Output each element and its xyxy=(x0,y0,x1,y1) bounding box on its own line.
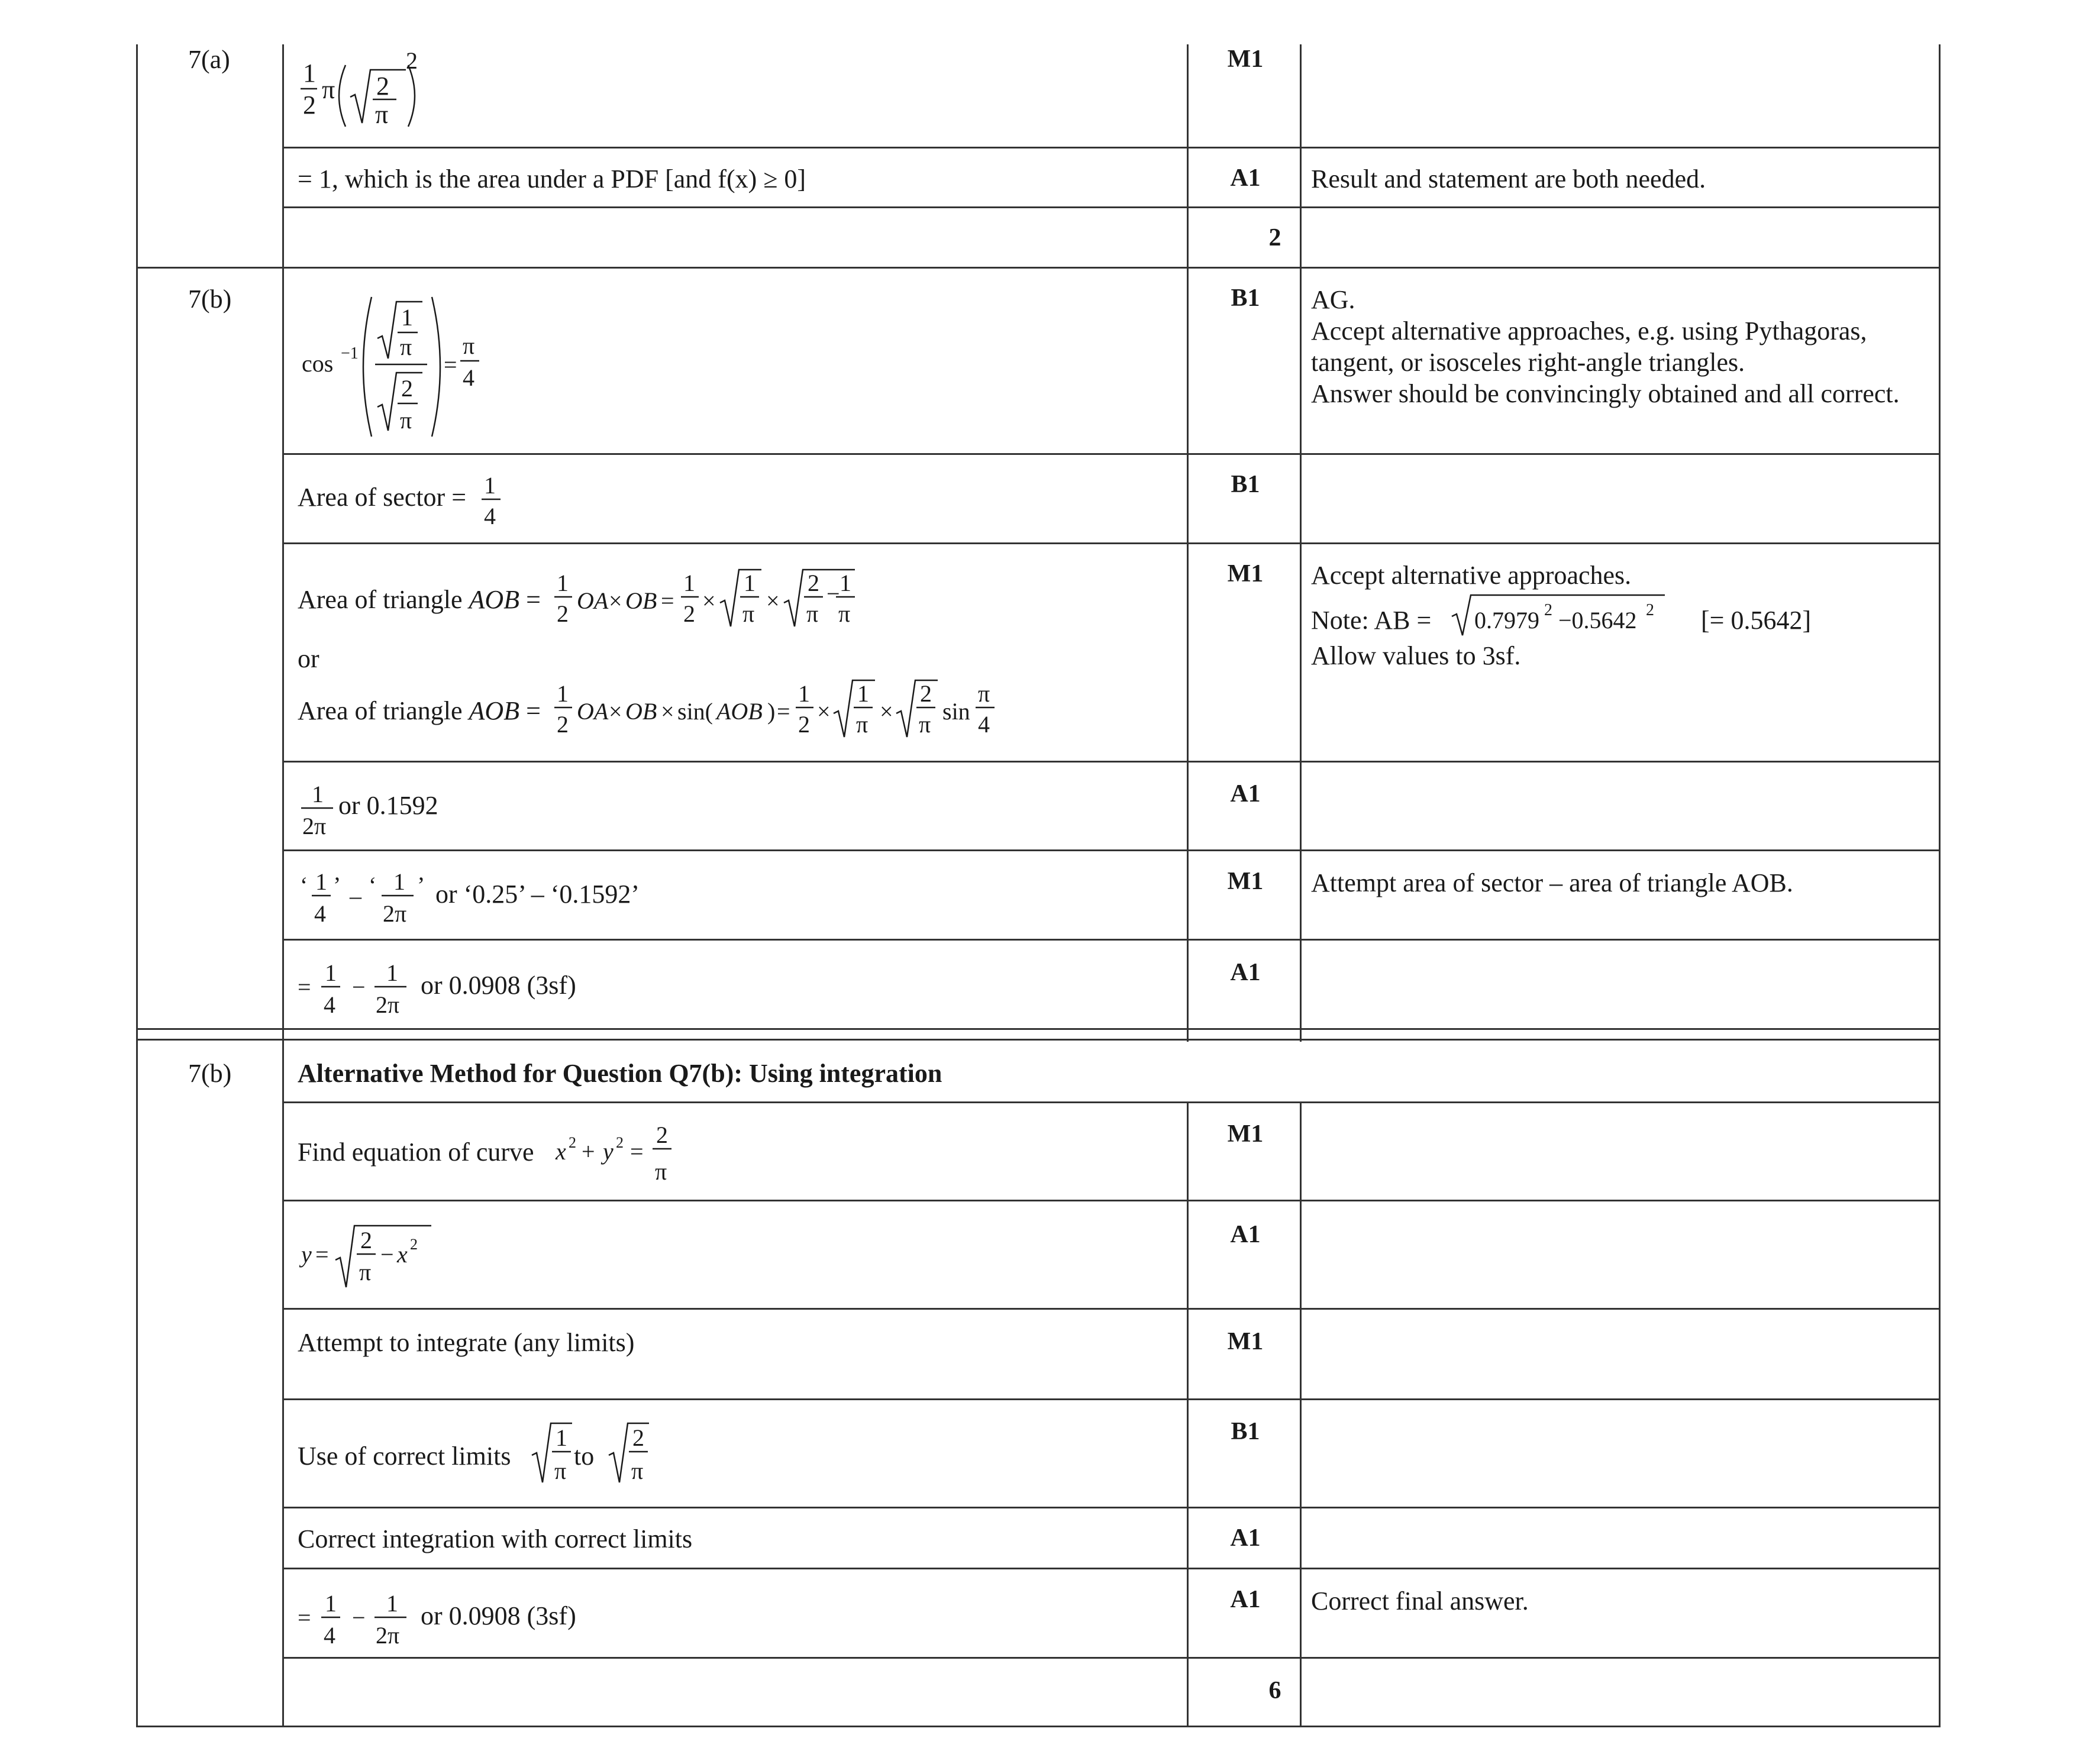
question-label-7b-alt: 7(b) xyxy=(188,1059,232,1088)
svg-text:2: 2 xyxy=(401,375,413,402)
guidance-b5-text: Attempt area of sector – area of triangle AOB. xyxy=(1311,868,1793,897)
row-divider xyxy=(282,1398,1941,1400)
row-divider xyxy=(282,1507,1941,1508)
total-7b: 6 xyxy=(1268,1677,1281,1704)
guidance-b1-line2: Accept alternative approaches, e.g. using Pythagoras, xyxy=(1311,316,1867,345)
formula-arccos xyxy=(296,284,497,450)
svg-text:1: 1 xyxy=(683,570,695,596)
mark-a1: M1 xyxy=(1227,46,1264,73)
answer-area-triangle-1: Area of triangle AOB = xyxy=(298,585,541,614)
svg-text:4: 4 xyxy=(484,503,496,529)
svg-text:sin(: sin( xyxy=(677,698,713,725)
answer-or: or xyxy=(298,644,319,673)
svg-text:1: 1 xyxy=(557,680,569,707)
svg-text:−: − xyxy=(352,1604,366,1631)
question-label-7b: 7(b) xyxy=(188,285,232,314)
svg-text:1: 1 xyxy=(393,868,405,895)
guidance-b3-line1: Accept alternative approaches. xyxy=(1311,561,1632,590)
svg-text:π: π xyxy=(919,711,931,738)
svg-text:π: π xyxy=(631,1458,644,1484)
svg-text:π: π xyxy=(400,334,412,360)
mark-alt-r6: A1 xyxy=(1230,1586,1261,1613)
alt-r5-text: Correct integration with correct limits xyxy=(298,1524,693,1553)
mark-b6: A1 xyxy=(1230,959,1261,986)
row-divider xyxy=(282,1200,1941,1201)
mark-alt-r1: M1 xyxy=(1227,1120,1264,1148)
row-divider xyxy=(282,1308,1941,1310)
svg-text:1: 1 xyxy=(312,781,324,807)
row-divider xyxy=(282,206,1941,208)
svg-text:2: 2 xyxy=(557,711,569,738)
svg-text:1: 1 xyxy=(798,680,810,707)
svg-text:’: ’ xyxy=(333,872,341,899)
svg-text:2: 2 xyxy=(376,72,389,101)
section-double-rule-bottom xyxy=(136,1039,1941,1041)
answer-area-of-sector: Area of sector = xyxy=(298,483,467,512)
svg-text:−0.5642: −0.5642 xyxy=(1558,607,1637,634)
svg-text:–: – xyxy=(350,883,361,909)
svg-text:OB: OB xyxy=(625,698,657,725)
svg-text:2: 2 xyxy=(303,91,316,119)
formula-circle-equation xyxy=(553,1118,695,1189)
svg-text:2: 2 xyxy=(808,570,819,596)
svg-text:x: x xyxy=(397,1241,408,1268)
column-divider-guidance-alt xyxy=(1300,1103,1302,1727)
row-divider xyxy=(282,453,1941,455)
svg-text:=: = xyxy=(444,351,457,378)
svg-text:y: y xyxy=(603,1138,614,1165)
formula-triangle-area-1 xyxy=(553,565,896,636)
svg-text:1: 1 xyxy=(556,1424,567,1451)
svg-text:=: = xyxy=(298,974,311,1000)
svg-text:1: 1 xyxy=(401,304,413,331)
mark-b2: B1 xyxy=(1231,471,1260,498)
svg-text:1: 1 xyxy=(325,959,337,986)
svg-text:2: 2 xyxy=(410,1236,418,1253)
svg-text:=: = xyxy=(315,1241,329,1268)
svg-text:2: 2 xyxy=(798,711,810,738)
row-divider xyxy=(282,1101,1941,1103)
alt-method-heading: Alternative Method for Question Q7(b): Using integration xyxy=(298,1059,942,1088)
formula-limits xyxy=(530,1417,660,1494)
guidance-b3-ab-value: [= 0.5642] xyxy=(1701,606,1812,635)
svg-text:×: × xyxy=(661,698,674,725)
svg-text:OA: OA xyxy=(577,587,609,614)
svg-text:2: 2 xyxy=(1544,601,1552,619)
mark-alt-r3: M1 xyxy=(1227,1328,1264,1355)
svg-text:4: 4 xyxy=(324,991,335,1018)
mark-alt-r2: A1 xyxy=(1230,1221,1261,1248)
fraction-one-quarter xyxy=(479,471,509,530)
svg-text:cos: cos xyxy=(302,350,334,377)
svg-text:=: = xyxy=(298,1604,311,1631)
svg-text:×: × xyxy=(766,587,780,614)
section-double-rule-top xyxy=(136,1028,1941,1030)
svg-text:2: 2 xyxy=(616,1134,624,1151)
guidance-b1-line3: tangent, or isosceles right-angle triangles. xyxy=(1311,348,1745,377)
svg-text:×: × xyxy=(609,698,622,725)
svg-text:π: π xyxy=(322,75,335,104)
svg-text:π: π xyxy=(400,407,412,434)
svg-text:2: 2 xyxy=(632,1424,644,1451)
fraction-one-over-two-pi xyxy=(299,780,340,839)
formula-y-equals xyxy=(298,1219,451,1295)
mark-b1: B1 xyxy=(1231,285,1260,312)
guidance-alt-r6: Correct final answer. xyxy=(1311,1587,1529,1616)
svg-text:2: 2 xyxy=(1646,601,1654,619)
row-divider xyxy=(282,1568,1941,1569)
mark-alt-r5: A1 xyxy=(1230,1524,1261,1552)
svg-text:×: × xyxy=(817,698,831,725)
svg-text:=: = xyxy=(661,587,674,614)
row-divider xyxy=(282,849,1941,851)
svg-text:1: 1 xyxy=(557,570,569,596)
mark-b5: M1 xyxy=(1227,868,1264,895)
svg-text:π: π xyxy=(742,600,755,627)
svg-text:4: 4 xyxy=(324,1622,335,1649)
svg-text:1: 1 xyxy=(484,472,496,499)
guidance-b1-line1: AG. xyxy=(1311,285,1355,314)
svg-text:sin: sin xyxy=(942,698,970,725)
alt-r4-to: to xyxy=(574,1442,595,1471)
column-divider-marks-alt xyxy=(1187,1103,1189,1727)
svg-text:1: 1 xyxy=(857,680,869,707)
alt-r6-text: or 0.0908 (3sf) xyxy=(421,1601,576,1630)
row-divider xyxy=(282,1657,1941,1659)
svg-text:2: 2 xyxy=(406,47,418,74)
svg-text:1: 1 xyxy=(386,959,398,986)
svg-text:=: = xyxy=(630,1138,644,1165)
formula-sector-minus-triangle xyxy=(298,867,440,932)
svg-text:2: 2 xyxy=(920,680,932,707)
row-divider xyxy=(282,761,1941,763)
table-border-left xyxy=(136,44,138,1727)
svg-text:−1: −1 xyxy=(341,344,359,363)
svg-text:2: 2 xyxy=(360,1227,372,1253)
svg-text:=: = xyxy=(777,698,790,725)
question-divider xyxy=(136,267,1941,269)
alt-r3-text: Attempt to integrate (any limits) xyxy=(298,1328,635,1357)
svg-text:×: × xyxy=(880,698,893,725)
svg-text:x: x xyxy=(556,1138,566,1165)
row-divider xyxy=(282,939,1941,941)
guidance-b3-line3: Allow values to 3sf. xyxy=(1311,641,1521,670)
svg-text:−: − xyxy=(352,974,366,1000)
answer-b4: or 0.1592 xyxy=(338,791,438,820)
svg-text:2π: 2π xyxy=(376,991,400,1018)
svg-text:π: π xyxy=(655,1158,667,1185)
column-divider-answer xyxy=(282,44,284,1727)
svg-text:π: π xyxy=(359,1259,372,1285)
svg-text:2: 2 xyxy=(683,600,695,627)
svg-text:OB: OB xyxy=(625,587,657,614)
svg-text:OA: OA xyxy=(577,698,609,725)
svg-text:π: π xyxy=(806,600,819,627)
svg-text:×: × xyxy=(702,587,716,614)
question-label-7a: 7(a) xyxy=(188,45,230,74)
answer-7a-result: = 1, which is the area under a PDF [and f(x) ≥ 0] xyxy=(298,164,806,193)
svg-text:4: 4 xyxy=(314,900,326,927)
answer-b5: or ‘0.25’ – ‘0.1592’ xyxy=(435,880,640,909)
mark-alt-r4: B1 xyxy=(1231,1418,1260,1445)
svg-text:): ) xyxy=(767,698,776,725)
answer-b6: or 0.0908 (3sf) xyxy=(421,971,576,1000)
svg-text:π: π xyxy=(554,1458,567,1484)
svg-text:π: π xyxy=(856,711,869,738)
svg-text:0.7979: 0.7979 xyxy=(1474,607,1539,634)
svg-text:1: 1 xyxy=(325,1590,337,1617)
total-7a: 2 xyxy=(1268,224,1281,251)
mark-b4: A1 xyxy=(1230,780,1261,807)
formula-final-alt xyxy=(298,1589,428,1654)
svg-text:‘: ‘ xyxy=(369,872,377,899)
svg-text:2π: 2π xyxy=(302,813,327,839)
guidance-7a: Result and statement are both needed. xyxy=(1311,164,1706,193)
svg-text:‘: ‘ xyxy=(300,872,308,899)
svg-text:2: 2 xyxy=(569,1134,576,1151)
table-border-bottom xyxy=(136,1726,1941,1727)
svg-text:’: ’ xyxy=(417,872,425,899)
svg-text:π: π xyxy=(838,600,851,627)
svg-text:×: × xyxy=(609,587,622,614)
guidance-b1-line4: Answer should be convincingly obtained and all correct. xyxy=(1311,379,1900,408)
table-border-right xyxy=(1939,44,1941,1727)
row-divider xyxy=(282,542,1941,544)
svg-text:4: 4 xyxy=(463,364,474,391)
answer-area-triangle-2: Area of triangle AOB = xyxy=(298,696,541,725)
guidance-b5 xyxy=(1311,867,1793,899)
formula-half-pi-root xyxy=(296,47,450,136)
svg-text:1: 1 xyxy=(315,868,327,895)
svg-text:π: π xyxy=(978,680,990,707)
guidance-b3-note: Note: AB = xyxy=(1311,606,1432,635)
formula-triangle-area-2 xyxy=(553,676,1050,747)
row-divider xyxy=(282,147,1941,148)
svg-text:4: 4 xyxy=(978,711,990,738)
alt-r1-text: Find equation of curve xyxy=(298,1138,534,1167)
svg-text:π: π xyxy=(375,100,389,129)
formula-ab-length xyxy=(1449,592,1680,639)
svg-text:−: − xyxy=(826,580,840,607)
formula-final-7b xyxy=(298,958,428,1023)
svg-text:π: π xyxy=(463,332,475,359)
svg-text:1: 1 xyxy=(303,59,316,88)
alt-r4-text: Use of correct limits xyxy=(298,1442,511,1471)
svg-text:−: − xyxy=(380,1241,394,1268)
svg-text:AOB: AOB xyxy=(716,698,763,725)
svg-text:2π: 2π xyxy=(376,1622,400,1649)
mark-a2: A1 xyxy=(1230,164,1261,192)
svg-text:2π: 2π xyxy=(383,900,407,927)
svg-text:y: y xyxy=(301,1241,312,1268)
svg-text:2: 2 xyxy=(557,600,569,627)
mark-b3: M1 xyxy=(1227,560,1264,587)
svg-text:2: 2 xyxy=(656,1122,668,1148)
svg-text:+: + xyxy=(582,1138,595,1165)
svg-text:1: 1 xyxy=(840,570,851,596)
svg-text:1: 1 xyxy=(744,570,756,596)
svg-text:1: 1 xyxy=(386,1590,398,1617)
